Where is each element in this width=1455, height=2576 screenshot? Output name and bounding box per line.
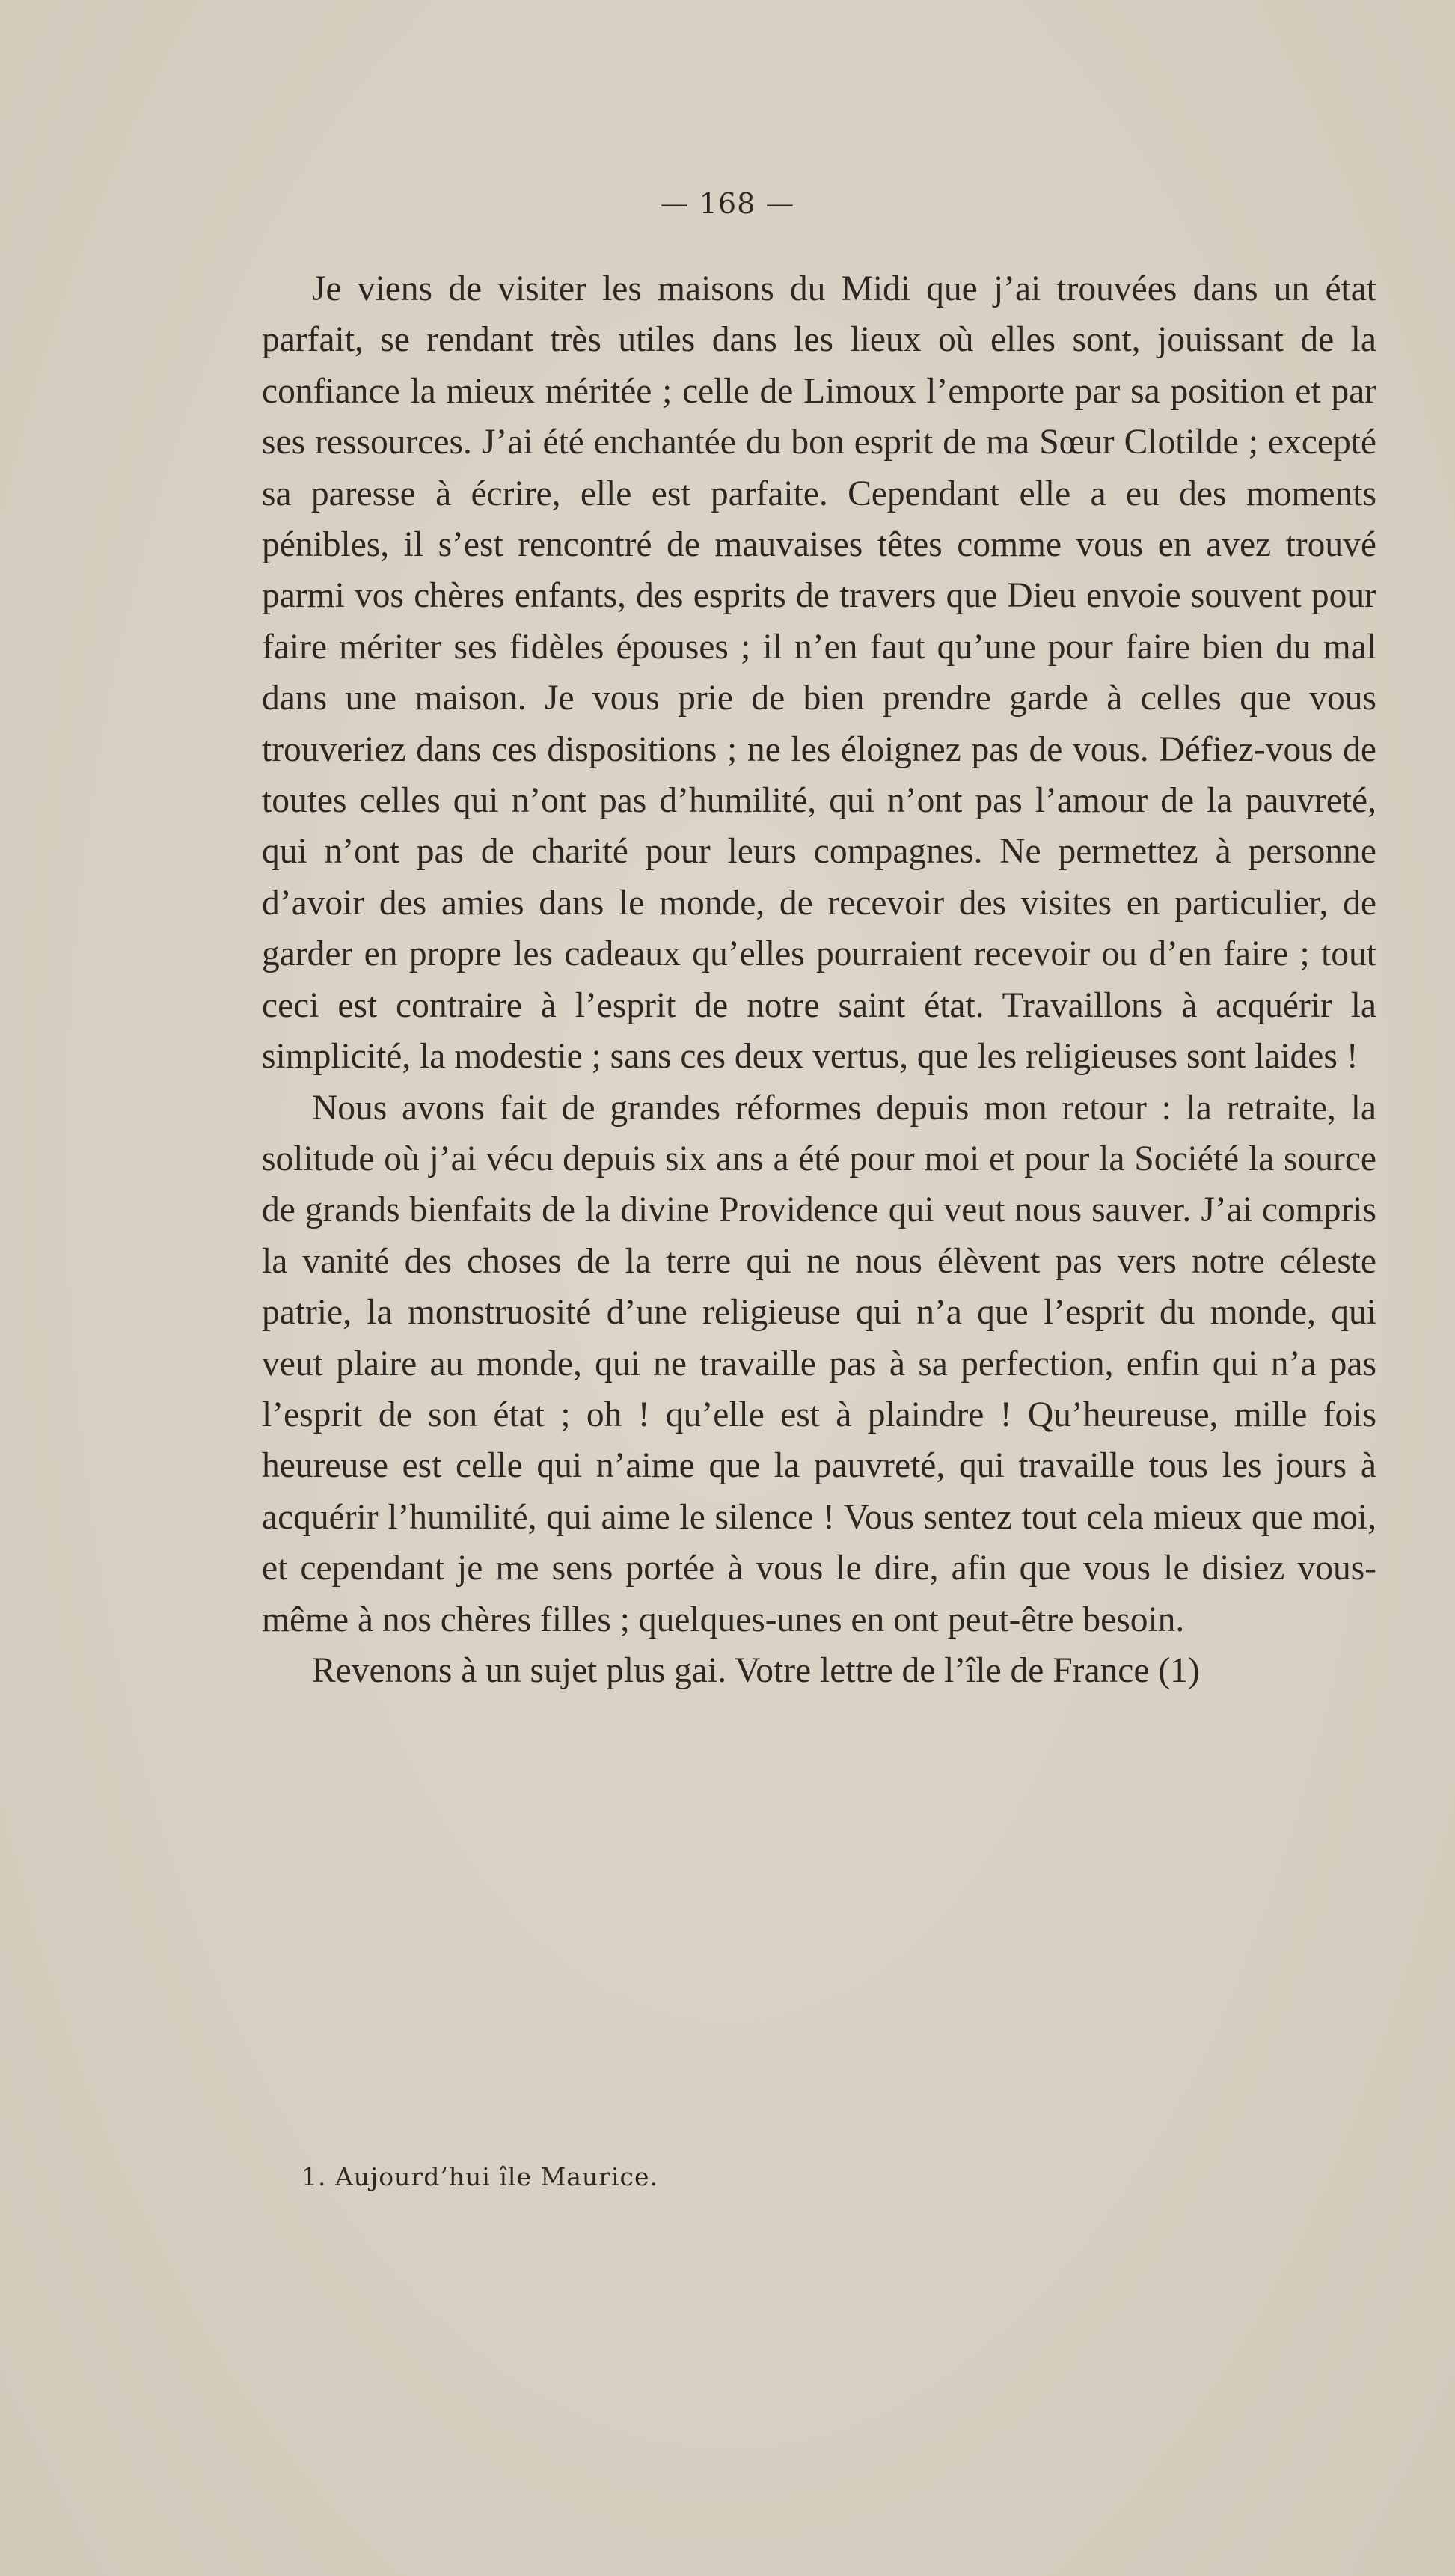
paragraph-1: Je viens de visiter les maisons du Midi que j’ai trouvées dans un état parfait, se rendant très utiles dans les lieux où elles sont, jouissant de la confiance la mieux méritée ; celle de Limoux l’emporte par sa position et par ses ressources. J’ai été enchantée du bon esprit de ma Sœur Clotilde ; excepté sa paresse à écrire, elle est parfaite. Cependant elle a eu des moments pénibles, il s’est rencontré de mauvaises têtes comme vous en avez trouvé parmi vos chères enfants, des esprits de travers que Dieu envoie souvent pour faire mériter ses fidèles épouses ; il n’en faut qu’une pour faire bien du mal dans une maison. Je vous prie de bien prendre garde à celles que vous trouveriez dans ces dispositions ; ne les éloignez pas de vous. Défiez-vous de toutes celles qui n’ont pas d’humilité, qui n’ont pas l’amour de la pauvreté, qui n’ont pas de charité pour leurs compagnes. Ne permettez à personne d’avoir des amies dans le monde, de recevoir des visites en particulier, de garder en propre les cadeaux qu’elles pourraient recevoir ou d’en faire ; tout ceci est contraire à l’esprit de notre saint état. Travaillons à acquérir la simplicité, la modestie ; sans ces deux vertus, que les religieuses sont laides !: [262, 269, 1376, 1077]
paragraph-2: Nous avons fait de grandes réformes depuis mon retour : la retraite, la solitude où j’ai vécu depuis six ans a été pour moi et pour la Société la source de grands bienfaits de la divine Providence qui veut nous sauver. J’ai compris la vanité des choses de la terre qui ne nous élèvent pas vers notre céleste patrie, la monstruosité d’une religieuse qui n’a que l’esprit du monde, qui veut plaire au monde, qui ne travaille pas à sa perfection, enfin qui n’a pas l’esprit de son état ; oh ! qu’elle est à plaindre ! Qu’heureuse, mille fois heureuse est celle qui n’aime que la pauvreté, qui travaille tous les jours à acquérir l’humilité, qui aime le silence ! Vous sentez tout cela mieux que moi, et cependant je me sens portée à vous le dire, afin que vous le disiez vous-même à nos chères filles ; quelques-unes en ont peut-être besoin.: [262, 1088, 1376, 1639]
body-text: [262, 263, 1376, 1696]
paragraph-3: Revenons à un sujet plus gai. Votre lettre de l’île de France (1): [312, 1650, 1200, 1690]
page-number: — 168 —: [660, 187, 795, 220]
footnote: 1. Aujourd’hui île Maurice.: [301, 2162, 659, 2191]
